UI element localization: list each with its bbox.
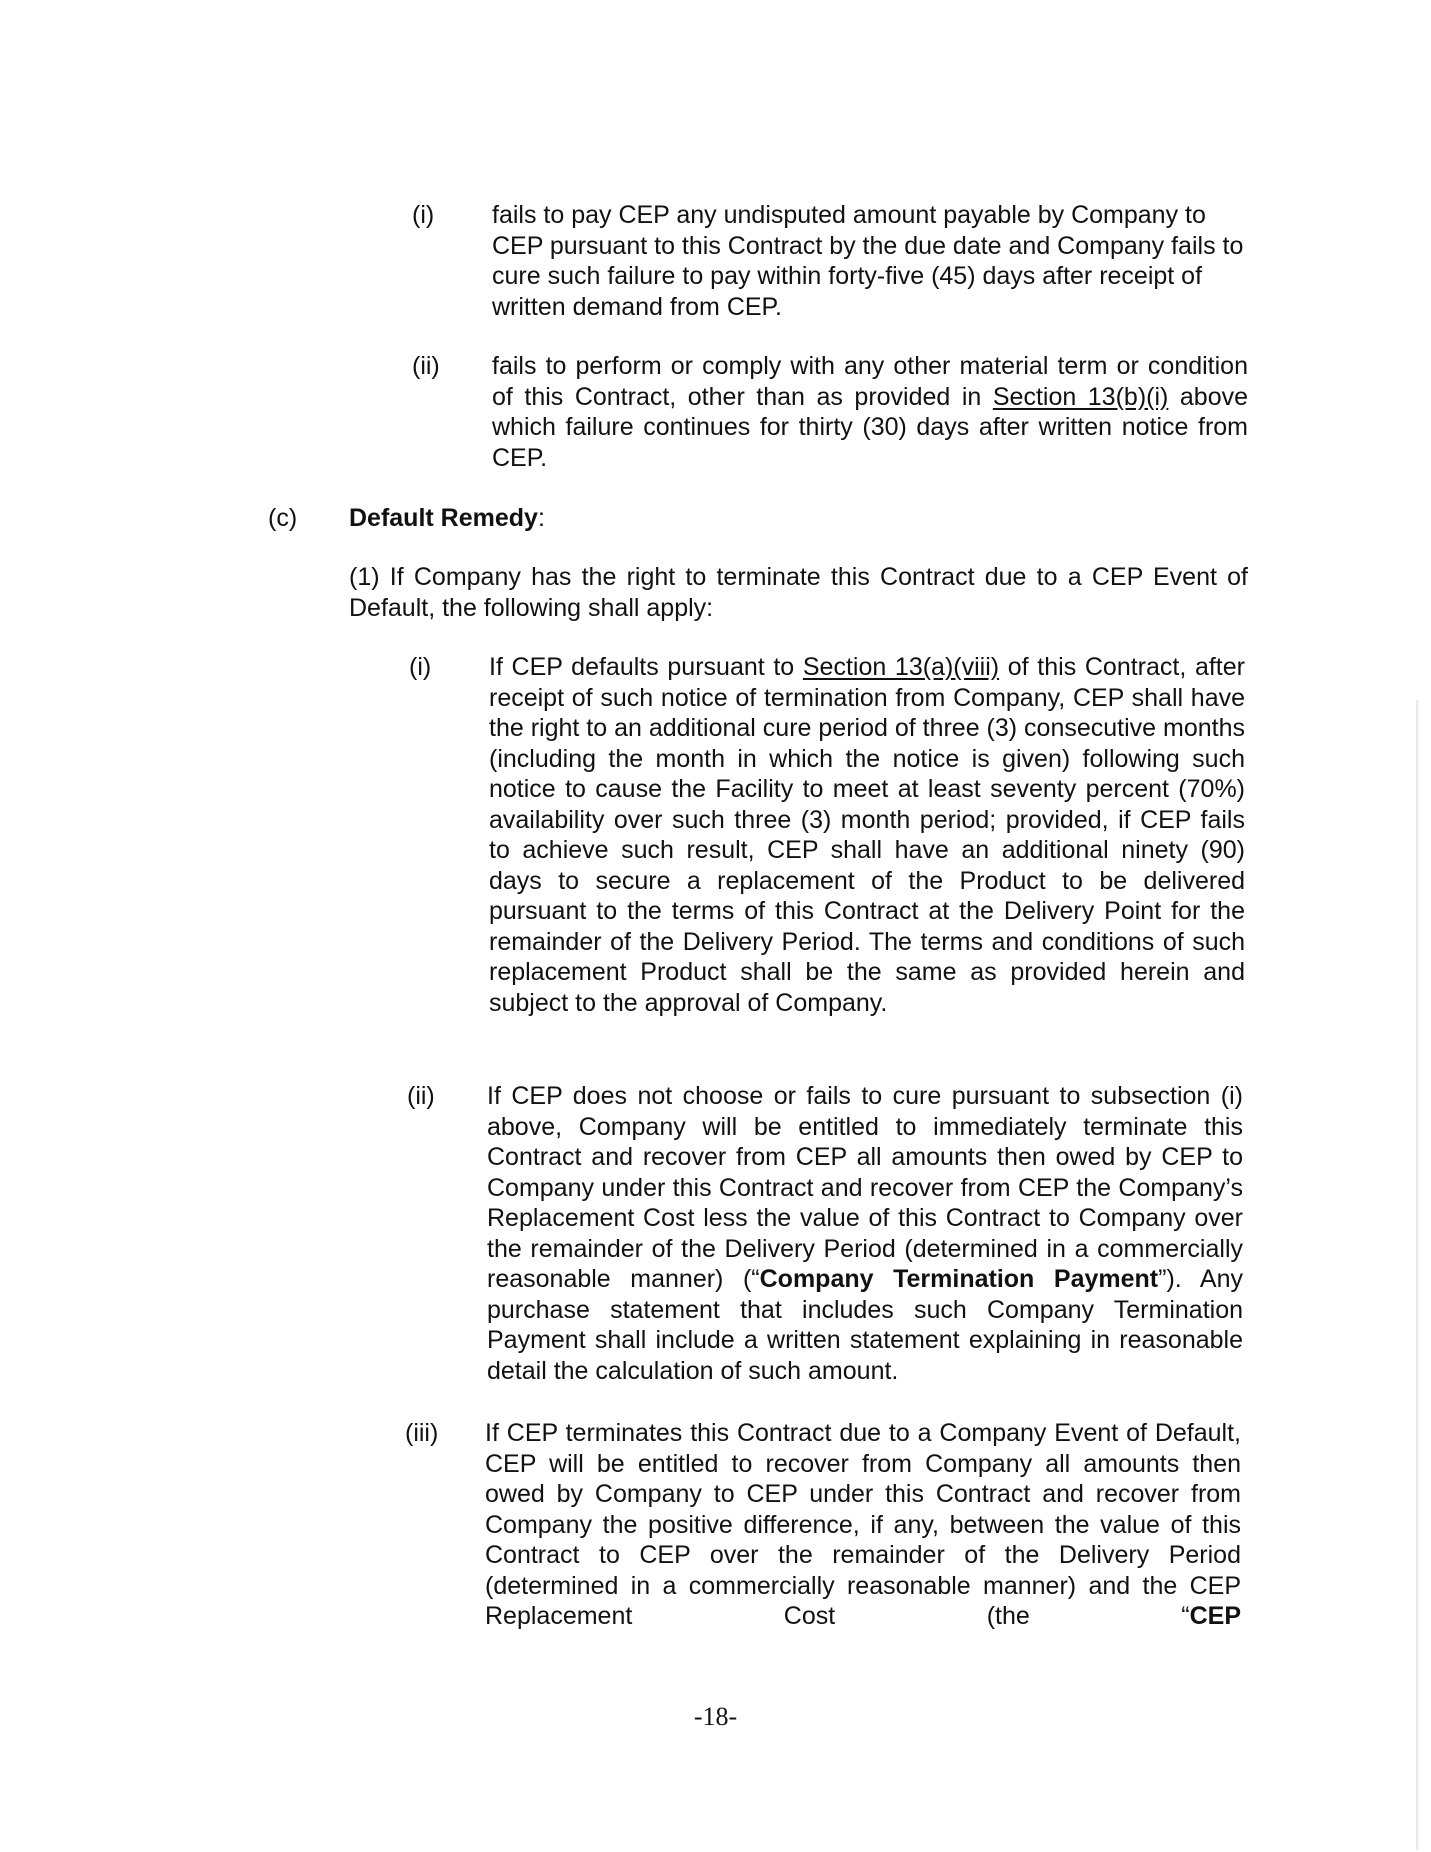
page-number: -18- <box>693 1702 738 1731</box>
item-text: If CEP defaults pursuant to Section 13(a)(viii) of this Contract, after receipt of such notice of termination from Company, CEP shall have the right to an additional cure period of three (3) consecutive months (including the month in which the notice is given) following such notice to cause the Facility to meet at least seventy percent (70%) availability over such three (3) month period; provided, if CEP fails to achieve such result, CEP shall have an additional ninety (90) days to secure a replacement of the Product to be delivered pursuant to the terms of this Contract at the Delivery Point for the remainder of the Delivery Period. The terms and conditions of such replacement Product shall be the same as provided herein and subject to the approval of Company. <box>489 653 1245 1017</box>
item-text: If CEP does not choose or fails to cure pursuant to subsection (i) above, Company will be entitled to immediately terminate this Contract and recover from CEP all amounts then owed by CEP to Company under this Contract and recover from CEP the Company’s Replacement Cost less the value of this Contract to Company over the remainder of the Delivery Period (determined in a commercially reasonable manner) (“Company Termination Payment”). Any purchase statement that includes such Company Termination Payment shall include a written statement explaining in reasonable detail the calculation of such amount. <box>487 1082 1244 1385</box>
item-number: (iii) <box>405 1419 439 1447</box>
item-text: If CEP terminates this Contract due to a Company Event of Default, CEP will be entitled to recover from Company all amounts then owed by Company to CEP under this Contract and recover from Company the positive difference, if any, between the value of this Contract to CEP over the remainder of the Delivery Period (determined in a commercially reasonable manner) and the CEP Replacement Cost (the “CEP <box>485 1419 1241 1630</box>
section-number: (c) <box>268 504 298 532</box>
section-heading: Default Remedy: <box>349 504 545 532</box>
item-text: fails to perform or comply with any other material term or condition of this Contract, other than as provided in Section 13(b)(i) above which failure continues for thirty (30) days after written notice from CEP. <box>492 352 1249 472</box>
item-number: (ii) <box>407 1082 435 1110</box>
defined-term: Company Termination Payment <box>759 1265 1159 1293</box>
section-reference: Section 13(a)(viii) <box>802 653 1000 681</box>
section-reference: Section 13(b)(i) <box>992 382 1169 411</box>
item-number: (ii) <box>412 352 440 380</box>
defined-term: CEP <box>1189 1602 1241 1630</box>
section-intro: (1) If Company has the right to terminate this Contract due to a CEP Event of Default, the following shall apply: <box>349 563 1248 622</box>
item-number: (i) <box>412 201 435 229</box>
item-number: (i) <box>409 653 432 681</box>
item-text: fails to pay CEP any undisputed amount payable by Company to CEP pursuant to this Contract by the due date and Company fails to cure such failure to pay within forty-five (45) days after receipt of written demand from CEP. <box>492 201 1244 321</box>
scan-edge-shadow <box>1416 700 1419 1850</box>
